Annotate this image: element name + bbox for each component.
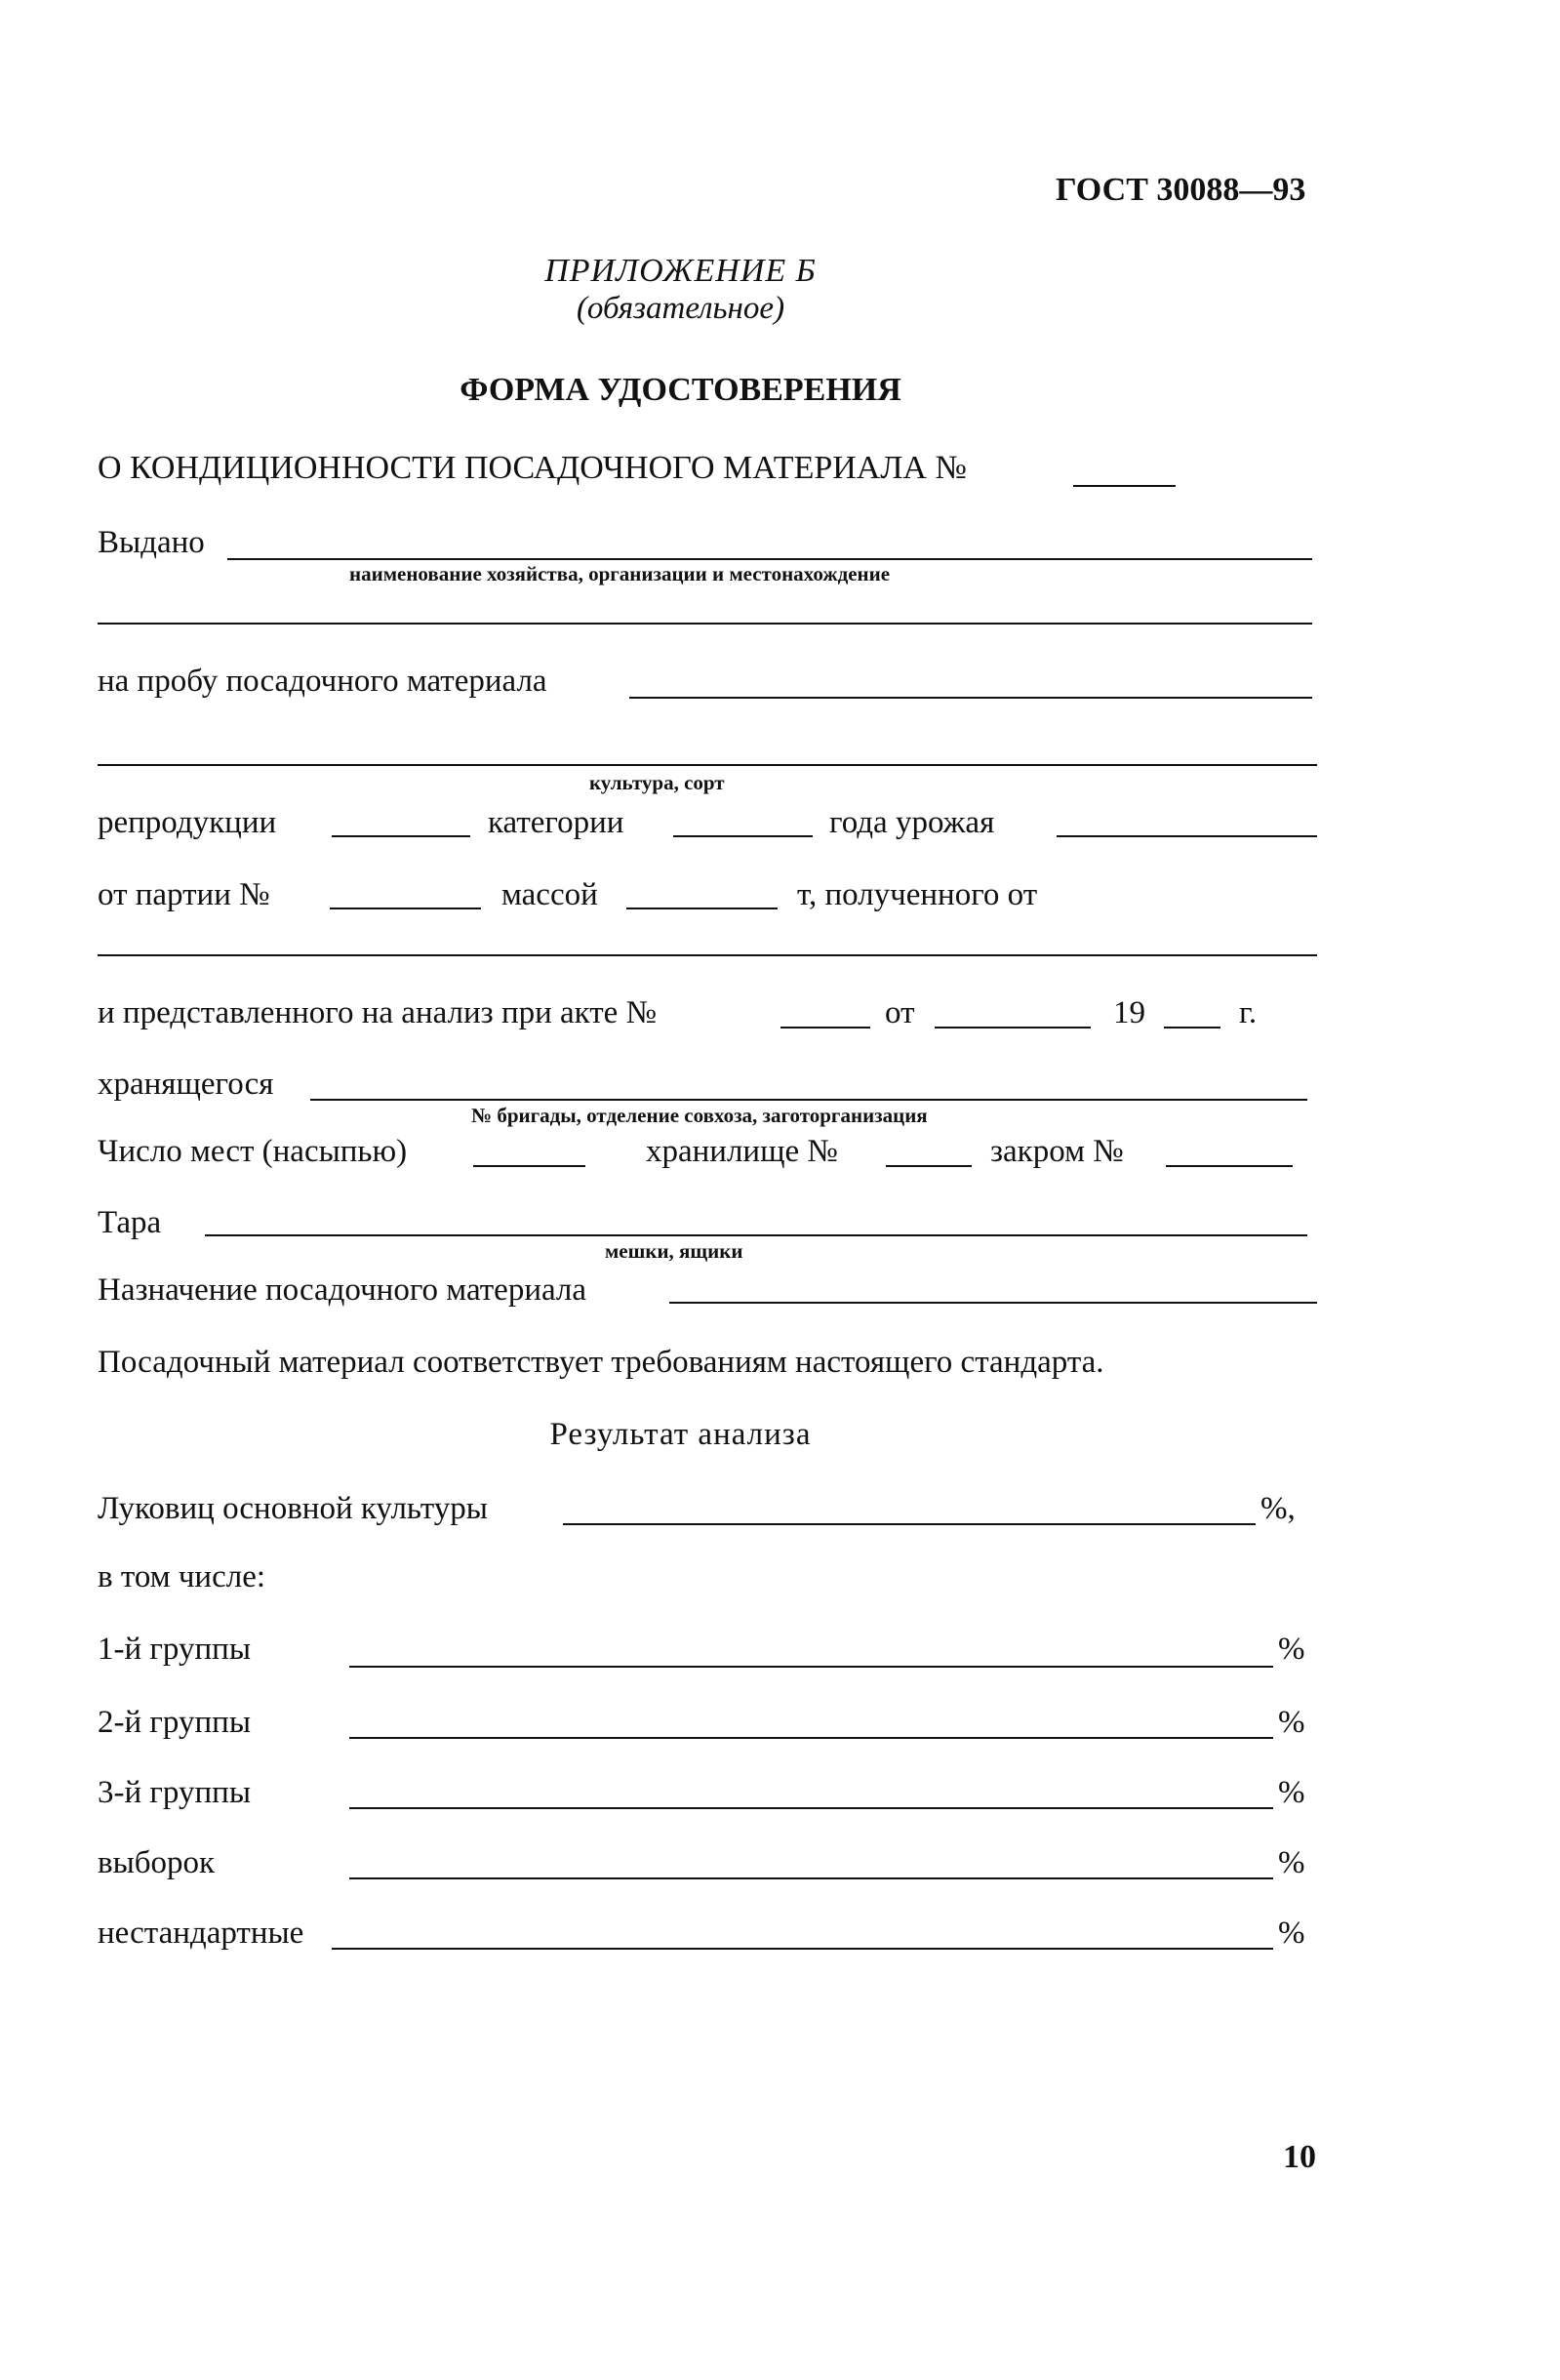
nonstandard-line[interactable] bbox=[332, 1948, 1273, 1950]
group-1-unit: % bbox=[1278, 1632, 1305, 1667]
nonstandard-label: нестандартные bbox=[98, 1916, 304, 1951]
main-culture-unit: %, bbox=[1260, 1491, 1296, 1526]
group-2-unit: % bbox=[1278, 1705, 1305, 1740]
group-1-line[interactable] bbox=[349, 1666, 1273, 1668]
culture-caption: культура, сорт bbox=[589, 771, 725, 794]
analysis-title: Результат анализа bbox=[549, 1417, 812, 1452]
issued-line[interactable] bbox=[227, 558, 1312, 560]
group-3-unit: % bbox=[1278, 1775, 1305, 1810]
stored-line[interactable] bbox=[310, 1099, 1307, 1101]
purpose-label: Назначение посадочного материала bbox=[98, 1272, 587, 1308]
container-line[interactable] bbox=[205, 1234, 1307, 1236]
act-year-line[interactable] bbox=[1164, 1027, 1220, 1029]
sample-label: на пробу посадочного материала bbox=[98, 664, 547, 699]
culture-line[interactable] bbox=[98, 764, 1317, 766]
received-from-line[interactable] bbox=[98, 954, 1317, 956]
storage-label: хранилище № bbox=[646, 1134, 838, 1169]
bin-label: закром № bbox=[990, 1134, 1124, 1169]
places-line[interactable] bbox=[473, 1165, 585, 1167]
form-title: ФОРМА УДОСТОВЕРЕНИЯ bbox=[460, 372, 901, 408]
places-label: Число мест (насыпью) bbox=[98, 1134, 408, 1169]
year-prefix: 19 bbox=[1113, 995, 1145, 1030]
selections-unit: % bbox=[1278, 1845, 1305, 1880]
reproduction-line[interactable] bbox=[332, 835, 470, 837]
group-1-label: 1-й группы bbox=[98, 1632, 251, 1667]
group-2-line[interactable] bbox=[349, 1737, 1273, 1739]
category-label: категории bbox=[488, 805, 624, 840]
received-from-label: т, полученного от bbox=[797, 877, 1038, 912]
selections-line[interactable] bbox=[349, 1877, 1273, 1879]
bin-line[interactable] bbox=[1166, 1165, 1293, 1167]
appendix-title: ПРИЛОЖЕНИЕ Б bbox=[544, 253, 817, 289]
issued-label: Выдано bbox=[98, 525, 205, 560]
standard-code: ГОСТ 30088—93 bbox=[1056, 172, 1306, 208]
group-3-label: 3-й группы bbox=[98, 1775, 251, 1810]
storage-line[interactable] bbox=[886, 1165, 972, 1167]
purpose-line[interactable] bbox=[669, 1302, 1317, 1304]
from-label: от bbox=[885, 995, 915, 1030]
form-subtitle: О КОНДИЦИОННОСТИ ПОСАДОЧНОГО МАТЕРИАЛА № bbox=[98, 450, 967, 486]
nonstandard-unit: % bbox=[1278, 1916, 1305, 1951]
stored-label: хранящегося bbox=[98, 1067, 274, 1102]
issued-line-2[interactable] bbox=[98, 623, 1312, 625]
main-culture-label: Луковиц основной культуры bbox=[98, 1491, 488, 1526]
stored-caption: № бригады, отделение совхоза, заготорганизация bbox=[471, 1104, 928, 1127]
issued-caption: наименование хозяйства, организации и местонахождение bbox=[349, 562, 891, 585]
reproduction-label: репродукции bbox=[98, 805, 277, 840]
group-3-line[interactable] bbox=[349, 1807, 1273, 1809]
year-suffix: г. bbox=[1239, 995, 1258, 1030]
container-label: Тара bbox=[98, 1205, 162, 1240]
category-line[interactable] bbox=[673, 835, 813, 837]
mass-line[interactable] bbox=[626, 908, 778, 909]
submitted-label: и представленного на анализ при акте № bbox=[98, 995, 658, 1030]
compliance-statement: Посадочный материал соответствует требованиям настоящего стандарта. bbox=[98, 1345, 1104, 1380]
mass-label: массой bbox=[501, 877, 598, 912]
harvest-year-line[interactable] bbox=[1057, 835, 1317, 837]
container-caption: мешки, ящики bbox=[605, 1239, 743, 1263]
act-number-line[interactable] bbox=[780, 1027, 870, 1029]
appendix-subtitle: (обязательное) bbox=[576, 291, 785, 326]
page-number: 10 bbox=[1283, 2139, 1316, 2175]
including-label: в том числе: bbox=[98, 1559, 266, 1594]
harvest-year-label: года урожая bbox=[829, 805, 995, 840]
batch-line[interactable] bbox=[330, 908, 481, 909]
certificate-number-line[interactable] bbox=[1073, 485, 1176, 487]
group-2-label: 2-й группы bbox=[98, 1705, 251, 1740]
selections-label: выборок bbox=[98, 1845, 216, 1880]
batch-label: от партии № bbox=[98, 877, 270, 912]
main-culture-line[interactable] bbox=[563, 1523, 1256, 1525]
sample-line[interactable] bbox=[629, 697, 1312, 699]
act-date-line[interactable] bbox=[935, 1027, 1091, 1029]
